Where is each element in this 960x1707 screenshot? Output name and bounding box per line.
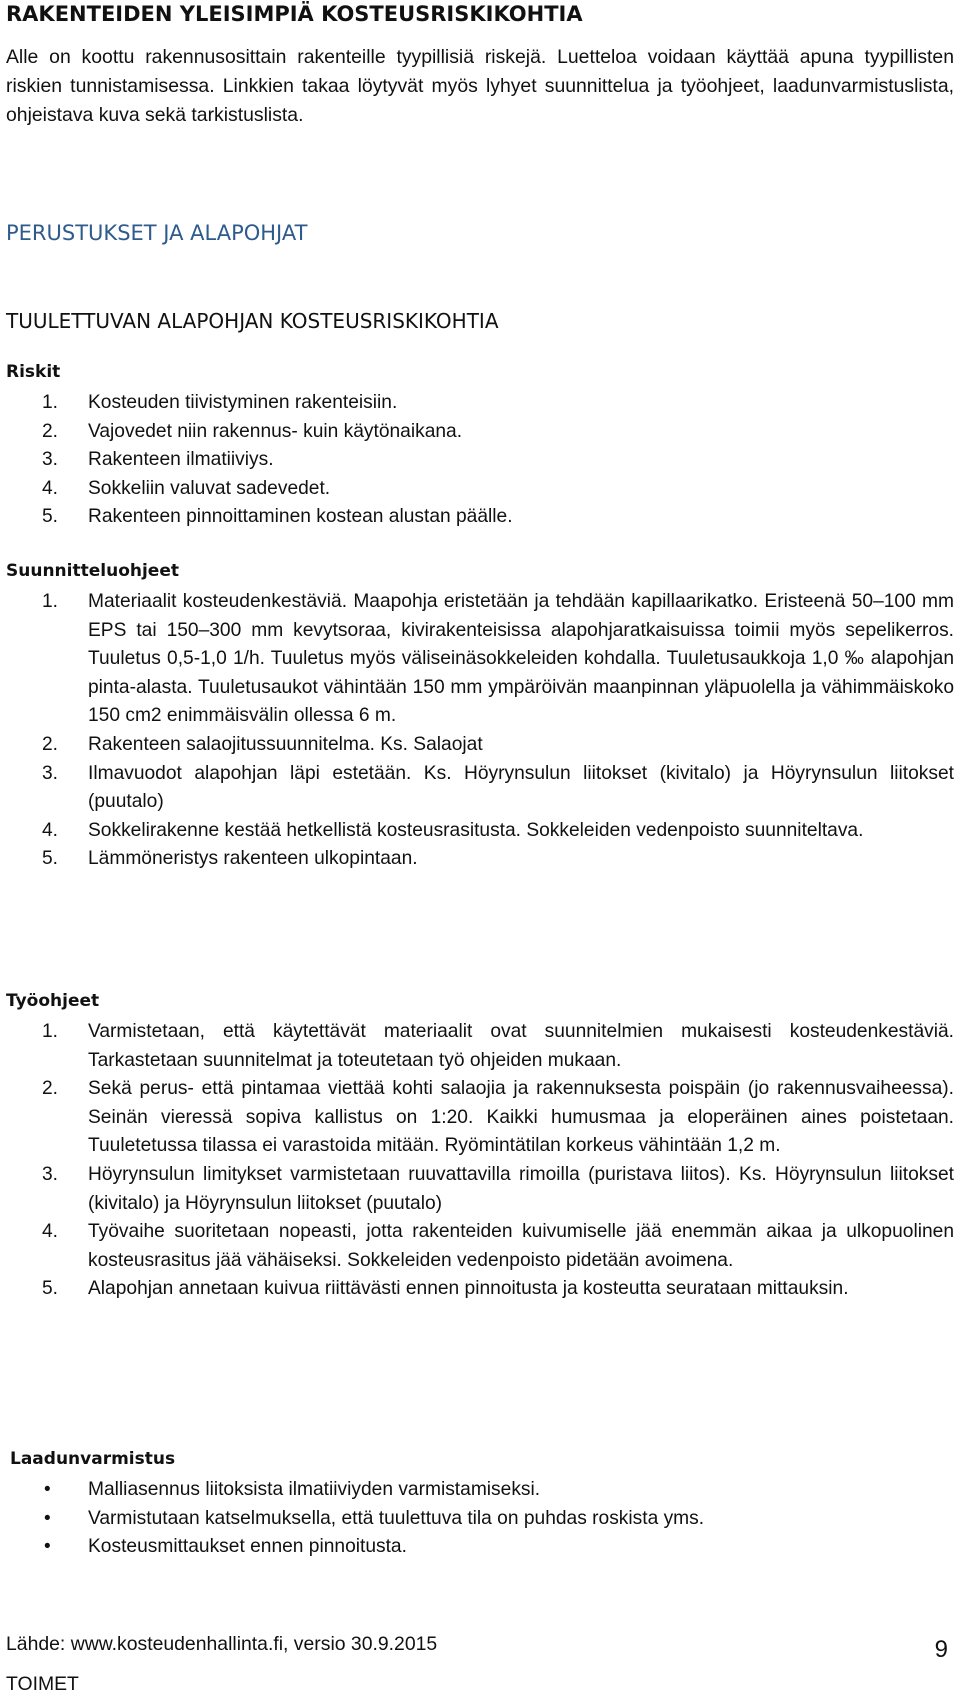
item-number: 4.	[42, 477, 59, 499]
item-number: 2.	[42, 733, 59, 755]
list-item	[0, 503, 954, 532]
page-number: 9	[934, 1636, 948, 1663]
tyoohjeet-list	[0, 1018, 954, 1304]
item-text: Rakenteen ilmatiiviys.	[88, 449, 274, 471]
item-number: 5.	[42, 1278, 59, 1300]
list-item	[0, 1533, 954, 1562]
item-text: Varmistetaan, että käytettävät materiaalit ovat suunnitelmien mukaisesti kosteudenkestäviä. Tarkastetaan suunnitelmat ja toteutetaan työ ohjeiden mukaan.	[88, 1021, 954, 1071]
item-text: Malliasennus liitoksista ilmatiiviyden varmistamiseksi.	[88, 1479, 541, 1500]
bullet-icon: •	[44, 1507, 51, 1529]
footer-source: Lähde: www.kosteudenhallinta.fi, versio 30.9.2015	[6, 1633, 438, 1655]
item-number: 3.	[42, 762, 59, 784]
list-item	[0, 1275, 954, 1304]
item-number: 5.	[42, 506, 59, 528]
tyoohjeet-heading: Työohjeet	[6, 991, 100, 1011]
item-text: Kosteusmittaukset ennen pinnoitusta.	[88, 1536, 407, 1558]
item-number: 2.	[42, 420, 59, 442]
item-text: Ilmavuodot alapohjan läpi estetään. Ks. Höyrynsulun liitokset (kivitalo) ja Höyrynsulun liitokset (puutalo)	[88, 762, 954, 813]
list-item	[0, 418, 954, 447]
item-text: Rakenteen pinnoittaminen kostean alustan päälle.	[88, 506, 513, 528]
item-number: 1.	[42, 591, 59, 612]
item-text: Varmistutaan katselmuksella, että tuulettuva tila on puhdas roskista yms.	[88, 1507, 705, 1529]
list-item	[0, 817, 954, 846]
list-item	[0, 1505, 954, 1534]
item-number: 4.	[42, 1221, 59, 1243]
list-item	[0, 475, 954, 504]
bullet-icon: •	[44, 1536, 51, 1558]
list-item	[0, 760, 954, 817]
list-item	[0, 1075, 954, 1161]
item-number: 2.	[42, 1078, 59, 1100]
item-number: 1.	[42, 1021, 59, 1042]
item-number: 3.	[42, 1163, 59, 1185]
item-text: Materiaalit kosteudenkestäviä. Maapohja eristetään ja tehdään kapillaarikatko. Eristeenä 50–100 mm EPS tai 150–300 mm kevytsoraa, kivirakenteisissa alapohjaratkaisuissa toimii myös sepelikerros. Tuuletus 0,5-1,0 1/h. Tuuletus myös väliseinäsokkeleiden kohdalla. Tuuletusaukkoja 1,0 ‰ alapohjan pinta-alasta. Tuuletusaukot vähintään 150 mm ympäröivän maanpinnan yläpuolella ja vähimmäiskoko 150 cm2 enimmäisvälin ollessa 6 m.	[88, 591, 954, 727]
suunnitteluohjeet-heading: Suunnitteluohjeet	[6, 561, 179, 581]
item-text: Alapohjan annetaan kuivua riittävästi ennen pinnoitusta ja kosteutta seurataan mittauksin.	[88, 1278, 849, 1300]
list-item	[0, 731, 954, 760]
laadunvarmistus-list	[0, 1476, 954, 1562]
intro-paragraph: Alle on koottu rakennusosittain rakenteille tyypillisiä riskejä. Luetteloa voidaan käyttää apuna tyypillisten riskien tunnistamisessa. Linkkien takaa löytyvät myös lyhyet suunnittelua ja työohjeet, laadunvarmistuslista, ohjeistava kuva sekä tarkistuslista.	[6, 46, 954, 126]
item-text: Höyrynsulun limitykset varmistetaan ruuvattavilla rimoilla (puristava liitos). Ks. Höyrynsulun liitokset (kivitalo) ja Höyrynsulun liitokset (puutalo)	[88, 1163, 954, 1214]
section-heading: PERUSTUKSET JA ALAPOHJAT	[6, 221, 308, 245]
bullet-icon: •	[44, 1479, 51, 1500]
list-item	[0, 1218, 954, 1275]
list-item	[0, 1161, 954, 1218]
item-number: 1.	[42, 392, 59, 413]
list-item	[0, 588, 954, 731]
item-text: Kosteuden tiivistyminen rakenteisiin.	[88, 392, 398, 413]
item-text: Sokkelirakenne kestää hetkellistä kosteusrasitusta. Sokkeleiden vedenpoisto suunniteltava.	[88, 819, 864, 841]
item-text: Sekä perus- että pintamaa viettää kohti salaojia ja rakennuksesta poispäin (jo rakennusvaiheessa). Seinän vieressä sopiva kallistus on 1:20. Kaikki humusmaa ja eloperäinen aines poistetaan. Tuuletetussa tilassa ei varastoida mitään. Ryömintätilan korkeus vähintään 1,2 m.	[88, 1078, 954, 1157]
item-text: Rakenteen salaojitussuunnitelma. Ks. Salaojat	[88, 733, 483, 755]
list-item	[0, 446, 954, 475]
item-number: 5.	[42, 848, 59, 870]
document-title: RAKENTEIDEN YLEISIMPIÄ KOSTEUSRISKIKOHTIA	[6, 2, 583, 26]
suunnitteluohjeet-list	[0, 588, 954, 874]
item-text: Sokkeliin valuvat sadevedet.	[88, 477, 331, 499]
item-text: Vajovedet niin rakennus- kuin käytönaikana.	[88, 420, 463, 442]
item-text: Työvaihe suoritetaan nopeasti, jotta rakenteiden kuivumiselle jää enemmän aikaa ja ulkopuolinen kosteusrasitus jää vähäiseksi. Sokkeleiden vedenpoisto pidetään avoimena.	[88, 1221, 954, 1271]
footer-cut-text: TOIMET	[6, 1673, 79, 1695]
item-text: Lämmöneristys rakenteen ulkopintaan.	[88, 848, 418, 870]
subsection-heading: TUULETTUVAN ALAPOHJAN KOSTEUSRISKIKOHTIA	[6, 309, 499, 333]
riskit-heading: Riskit	[6, 362, 61, 382]
laadunvarmistus-heading: Laadunvarmistus	[10, 1449, 176, 1469]
list-item	[0, 389, 954, 418]
list-item	[0, 1018, 954, 1075]
list-item	[0, 845, 954, 874]
item-number: 4.	[42, 819, 59, 841]
item-number: 3.	[42, 449, 59, 471]
list-item	[0, 1476, 954, 1505]
riskit-list	[0, 389, 954, 532]
